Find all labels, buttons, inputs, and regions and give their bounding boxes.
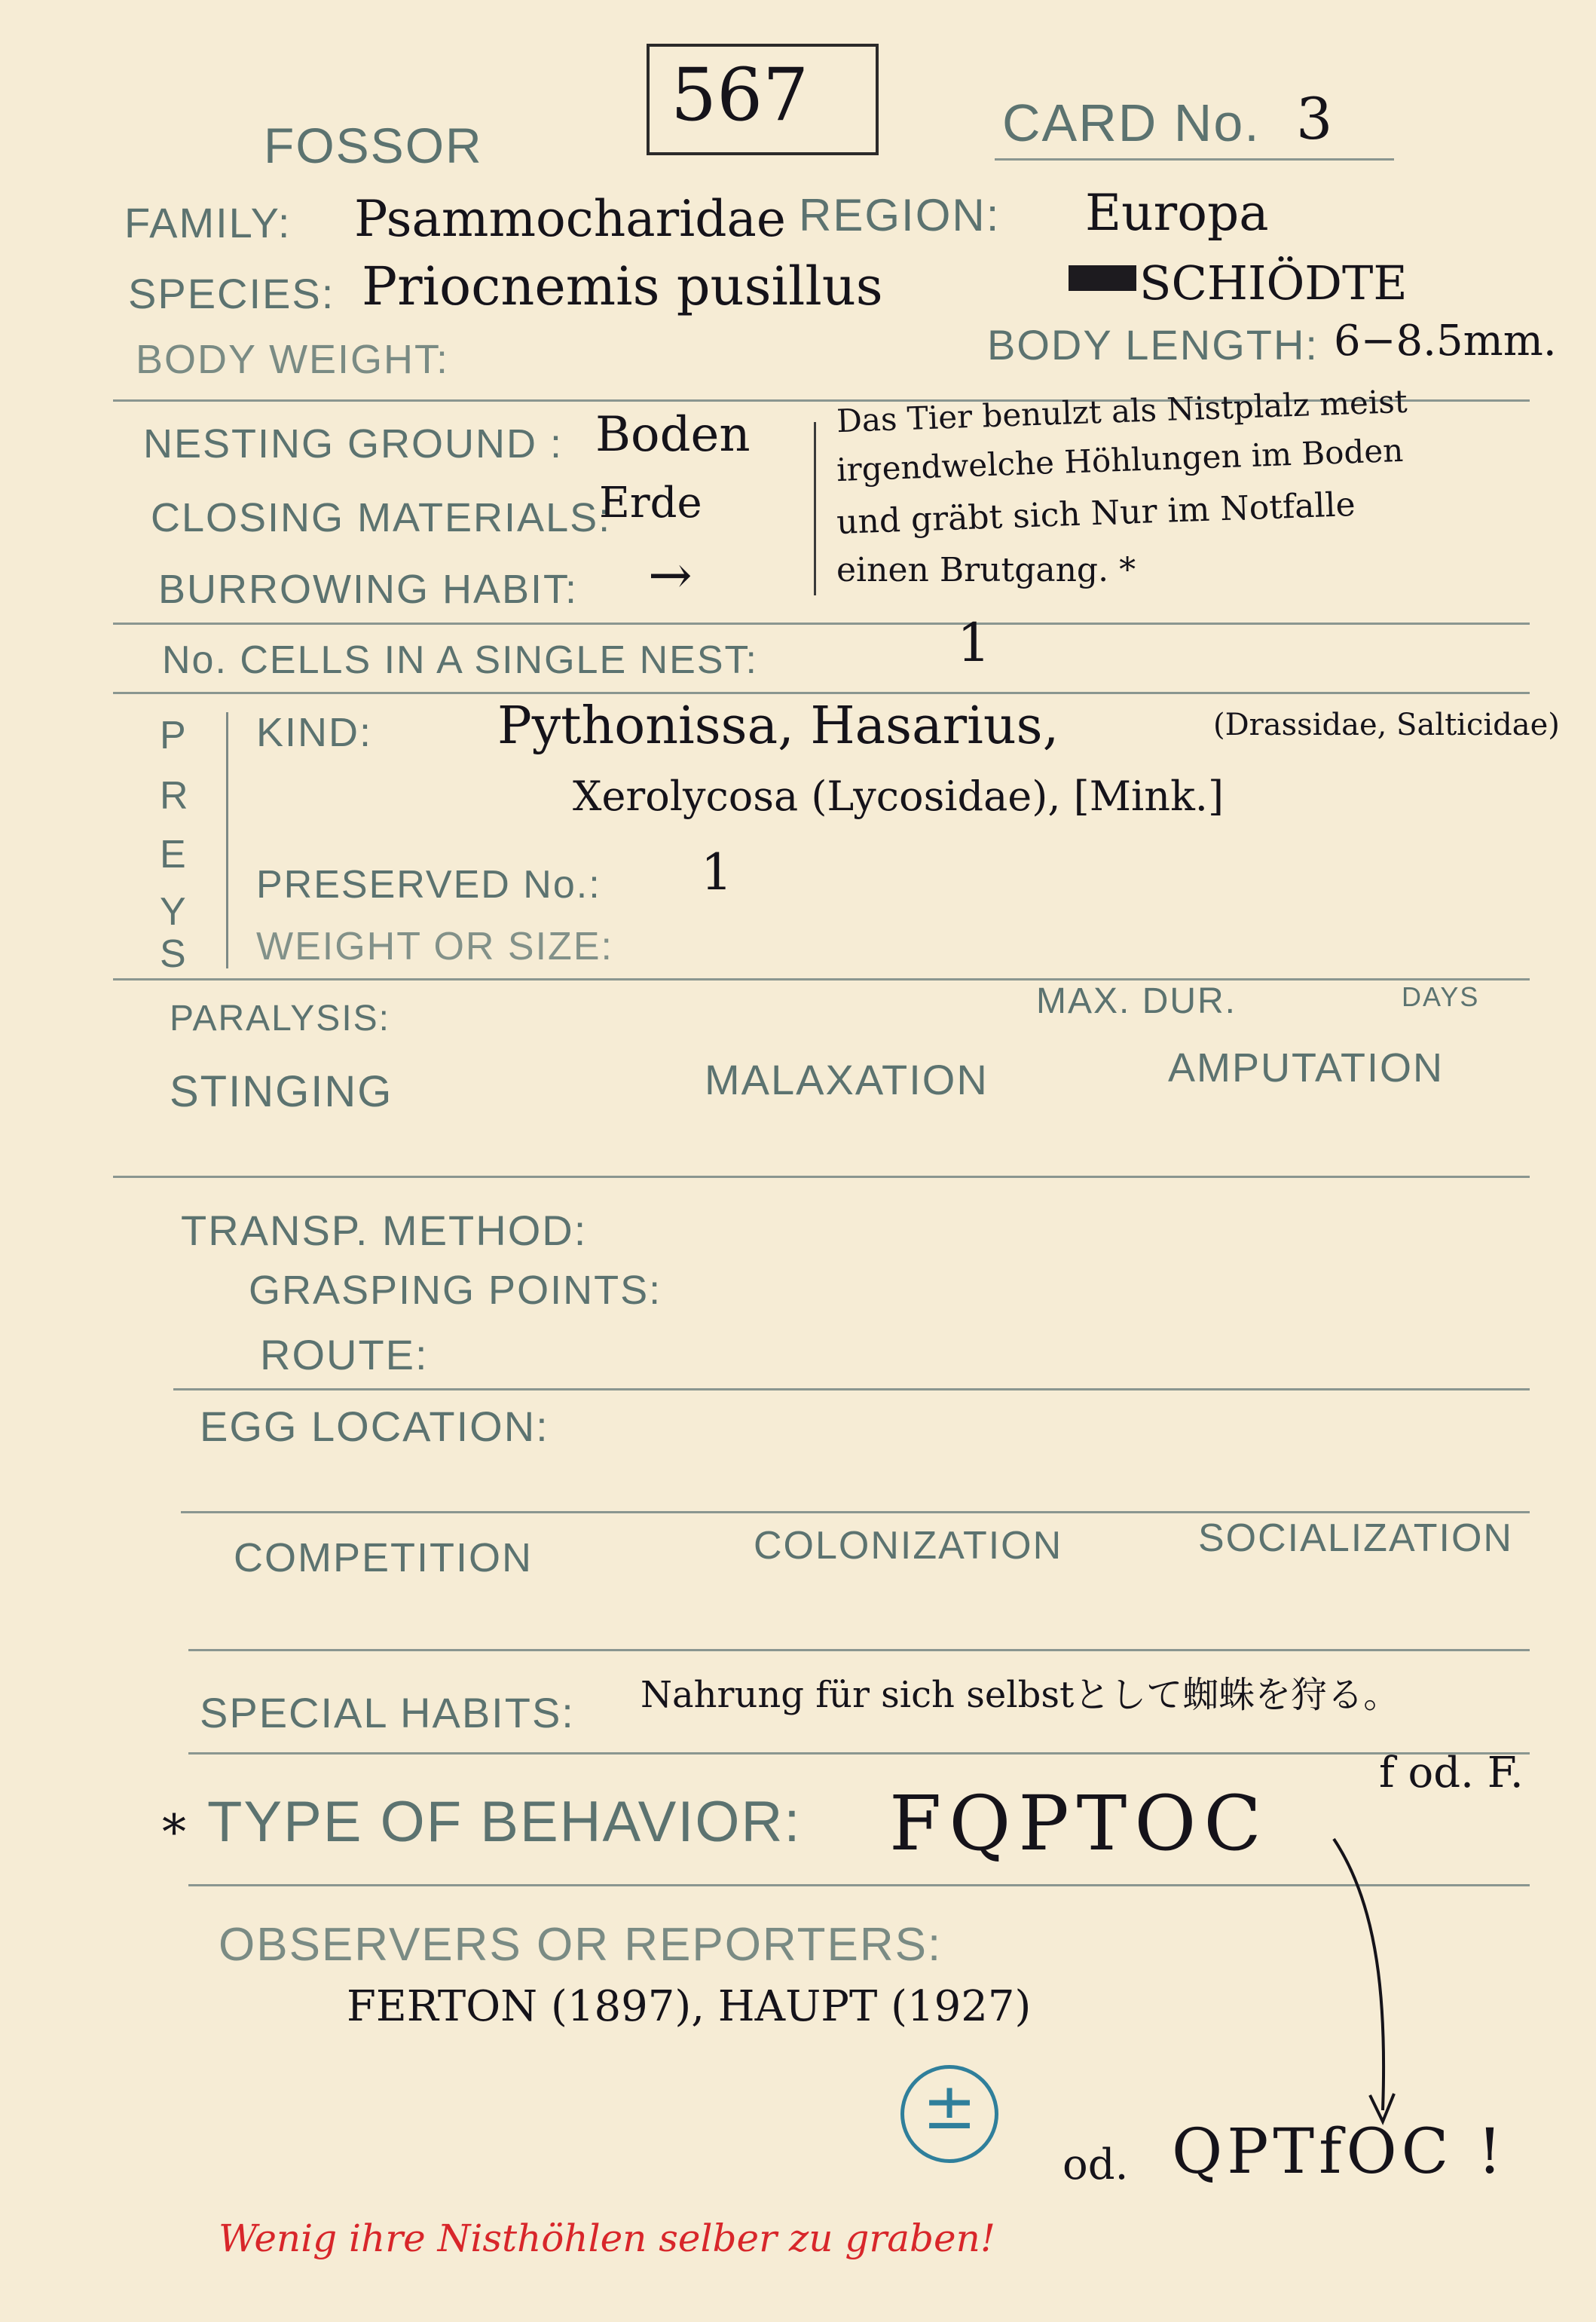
special-habits-label: SPECIAL HABITS: (200, 1689, 575, 1736)
weight-size-label: WEIGHT OR SIZE: (256, 925, 613, 968)
body-length-label: BODY LENGTH: (987, 321, 1319, 369)
transport-label: TRANSP. METHOD: (181, 1207, 588, 1254)
paralysis-label: PARALYSIS: (170, 999, 390, 1039)
nesting-note-line-1: Das Tier benulzt als Nistplalz meist (836, 382, 1408, 440)
card-no-label: CARD No. (1002, 93, 1261, 152)
behavior-alt-value: QPTfOC ! (1172, 2116, 1507, 2188)
card-heading: FOSSOR (264, 118, 483, 173)
kind-line-1: Pythonissa, Hasarius, (497, 696, 1059, 756)
route-label: ROUTE: (260, 1331, 429, 1378)
competition-label: COMPETITION (234, 1535, 533, 1580)
behavior-label: TYPE OF BEHAVIOR: (207, 1790, 802, 1854)
preys-letter-e: E (160, 833, 188, 876)
species-value: Priocnemis pusillus (362, 255, 883, 317)
body-weight-label: BODY WEIGHT: (136, 337, 450, 382)
egg-location-label: EGG LOCATION: (200, 1403, 549, 1450)
preys-letter-p: P (160, 714, 188, 757)
closing-materials-value: Erde (599, 479, 702, 528)
socialization-label: SOCIALIZATION (1198, 1516, 1513, 1560)
preys-letter-s: S (160, 932, 188, 976)
species-label: SPECIES: (128, 270, 335, 317)
kind-line-2: Xerolycosa (Lycosidae), [Mink.] (573, 772, 1225, 820)
observers-value: FERTON (1897), HAUPT (1927) (347, 1982, 1032, 2031)
amputation-label: AMPUTATION (1168, 1045, 1444, 1091)
footer-note: Wenig ihre Nisthöhlen selber zu graben! (219, 2216, 995, 2260)
kind-families: (Drassidae, Salticidae) (1213, 708, 1560, 742)
preys-letter-y: Y (160, 890, 188, 934)
nesting-note-line-4: einen Brutgang. * (836, 551, 1136, 589)
closing-materials-label: CLOSING MATERIALS: (151, 495, 612, 540)
preserved-label: PRESERVED No.: (256, 863, 601, 907)
nesting-note-line-3: und gräbt sich Nur im Notfalle (836, 485, 1356, 543)
behavior-asterisk: * (162, 1805, 186, 1861)
cells-value: 1 (957, 612, 991, 674)
stinging-label: STINGING (170, 1067, 393, 1116)
preys-letter-r: R (160, 774, 190, 818)
card-id: 567 (671, 53, 809, 137)
behavior-value: FQPTOC (889, 1779, 1269, 1868)
region-label: REGION: (799, 190, 1001, 240)
family-value: Psammocharidae (354, 190, 786, 248)
days-label: DAYS (1402, 981, 1480, 1012)
burrowing-habit-label: BURROWING HABIT: (158, 567, 579, 612)
grasping-points-label: GRASPING POINTS: (249, 1268, 662, 1313)
region-value: Europa (1085, 184, 1269, 242)
nesting-note-line-2: irgendwelche Höhlungen im Boden (836, 431, 1404, 489)
stamp-mark: ± (922, 2069, 977, 2144)
family-label: FAMILY: (124, 199, 292, 246)
nesting-ground-label: NESTING GROUND : (143, 421, 564, 467)
cells-label: No. CELLS IN A SINGLE NEST: (162, 638, 758, 682)
colonization-label: COLONIZATION (754, 1524, 1063, 1568)
preserved-value: 1 (701, 843, 732, 901)
observers-label: OBSERVERS OR REPORTERS: (219, 1919, 943, 1971)
malaxation-label: MALAXATION (705, 1056, 989, 1103)
body-length-value: 6−8.5mm. (1334, 317, 1557, 366)
burrowing-arrow: → (648, 544, 693, 606)
kind-label: KIND: (256, 710, 373, 755)
nesting-ground-value: Boden (595, 407, 751, 463)
special-habits-value: Nahrung für sich selbstとして蜘蛛を狩る。 (641, 1674, 1400, 1716)
max-dur-label: MAX. DUR. (1036, 981, 1237, 1021)
species-author: SCHIÖDTE (1139, 255, 1408, 311)
card-no-value: 3 (1296, 85, 1333, 152)
behavior-alt-prefix: od. (1062, 2140, 1129, 2189)
behavior-alt-note: f od. F. (1379, 1748, 1524, 1797)
